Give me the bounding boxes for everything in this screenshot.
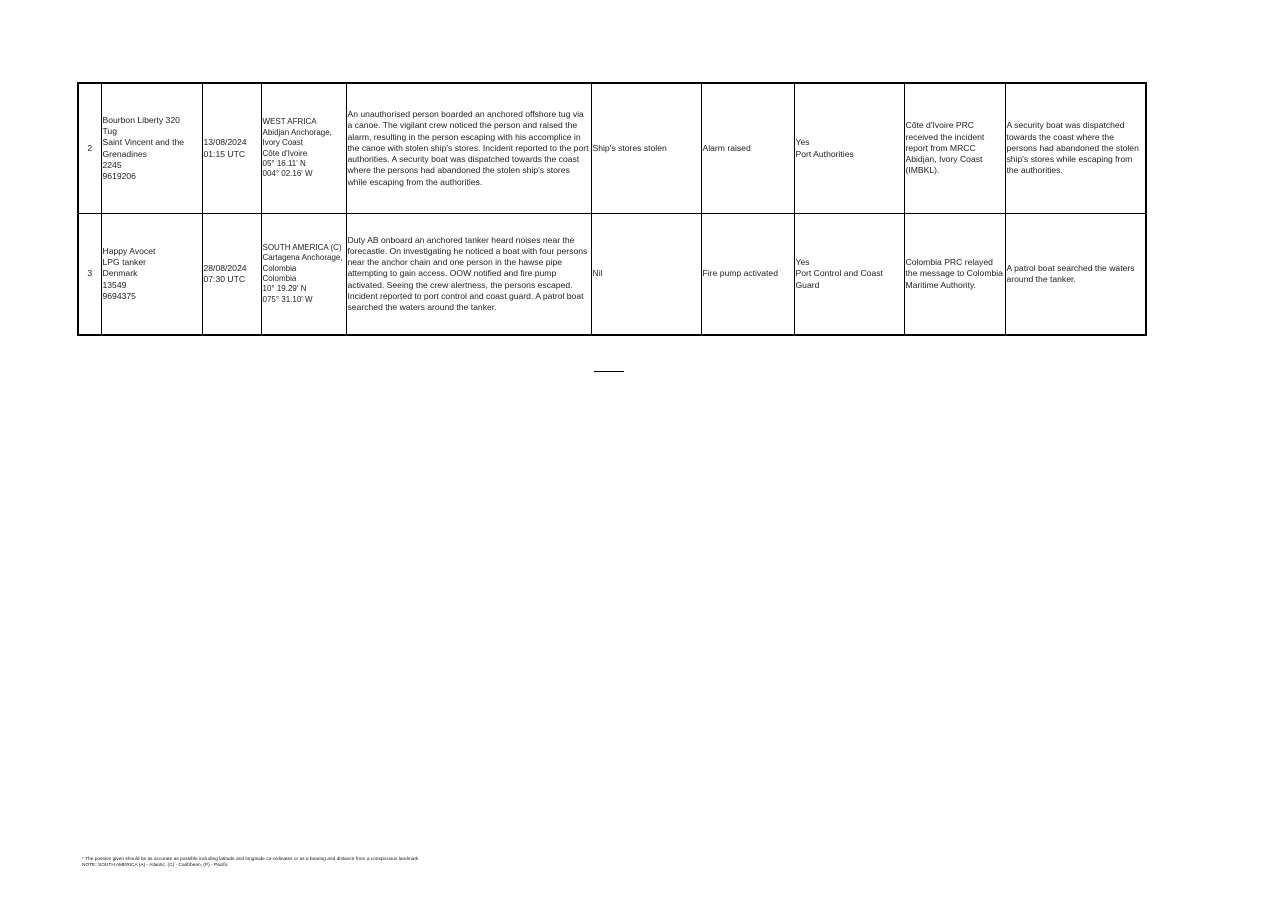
ship-name: Bourbon Liberty 320 [102, 114, 180, 125]
location-state: Côte d'Ivoire [262, 148, 308, 158]
reported-flag: Yes [795, 137, 810, 148]
coastal-response: A patrol boat searched the waters around the tanker. [1005, 214, 1146, 336]
ship-name: Happy Avocet [102, 245, 156, 256]
incident-table [77, 82, 1147, 336]
incident-datetime [202, 214, 261, 336]
incident-date: 28/08/2024 [203, 262, 247, 273]
incident-time: 01:15 UTC [203, 148, 246, 159]
ship-details [101, 83, 202, 214]
incident-date: 13/08/2024 [203, 137, 247, 148]
location-place: Cartagena Anchorage, [262, 253, 343, 263]
ship-imo: 9694375 [102, 290, 136, 301]
ship-imo: 9619206 [102, 170, 136, 181]
incident-location [261, 83, 346, 214]
footnotes [82, 857, 418, 870]
location-longitude: 075° 31.10' W [262, 294, 313, 304]
incident-time: 07:30 UTC [203, 274, 246, 284]
footnote-regions: NOTE: SOUTH AMERICA (A) - Atlantic, (C) - Caribbean, (P) - Pacific [82, 863, 229, 869]
action-taken: Fire pump activated [701, 214, 794, 336]
ship-type: LPG tanker [102, 257, 146, 268]
reported-to [794, 83, 904, 214]
location-place: Abidjan Anchorage, [262, 127, 332, 137]
coastal-response: A security boat was dispatched towards the coast where the persons had abandoned the stolen ship's stores while escaping from the authorities. [1005, 83, 1146, 214]
incident-consequences: Nil [591, 214, 701, 336]
location-latitude: 10° 19.29' N [262, 284, 307, 294]
location-latitude: 05° 16.11' N [262, 158, 306, 168]
section-divider [594, 371, 624, 372]
prc-action: Colombia PRC relayed the message to Colombia Maritime Authority. [904, 214, 1005, 336]
incident-number: 2 [78, 83, 101, 214]
location-state: Colombia [262, 274, 297, 283]
location-country: Ivory Coast [262, 138, 303, 148]
ship-tonnage: 13549 [102, 279, 127, 290]
incident-datetime [202, 83, 261, 214]
incident-location [261, 214, 346, 336]
table-row [78, 83, 1146, 214]
location-country: Colombia [262, 263, 297, 273]
ship-flag: Saint Vincent and the Grenadines [102, 137, 185, 159]
incident-narrative: An unauthorised person boarded an anchored offshore tug via a canoe. The vigilant crew noticed the person and raised the alarm, resulting in the person escaping with his accomplice in the canoe with stolen ship's stores. Incident reported to the port authorities. A security boat was dispatched towards the coast where the persons had abandoned the stolen ship's stores while escaping from the authorities. [346, 83, 591, 214]
reported-authority: Port Authorities [795, 148, 854, 159]
incident-narrative: Duty AB onboard an anchored tanker heard noises near the forecastle. On investigating he noticed a boat with four persons near the anchor chain and one person in the hawse pipe attempting to gain access. OOW notified and fire pump activated. Seeing the crew alertness, the persons escaped. Incident reported to port control and coast guard. A patrol boat searched the waters around the tanker. [346, 214, 591, 336]
incident-number: 3 [78, 214, 101, 336]
reported-to [794, 214, 904, 336]
reported-flag: Yes [795, 257, 810, 268]
location-region: WEST AFRICA [262, 117, 317, 127]
ship-type: Tug [102, 126, 117, 137]
location-longitude: 004° 02.16' W [262, 169, 313, 179]
footnote-position: * The position given should be as accurate as possible including latitude and longitude co-ordinates or as a bearing and distance from a conspicuous landmark [82, 857, 419, 862]
ship-flag: Denmark [102, 268, 138, 279]
ship-tonnage: 2245 [102, 159, 122, 170]
reported-authority: Port Control and Coast Guard [795, 268, 883, 290]
incident-consequences: Ship's stores stolen [591, 83, 701, 214]
location-region: SOUTH AMERICA (C) [262, 242, 342, 252]
action-taken: Alarm raised [701, 83, 794, 214]
ship-details [101, 214, 202, 336]
table-row [78, 214, 1146, 336]
prc-action: Côte d'Ivoire PRC received the incident report from MRCC Abidjan, Ivory Coast (IMBKL). [904, 83, 1005, 214]
